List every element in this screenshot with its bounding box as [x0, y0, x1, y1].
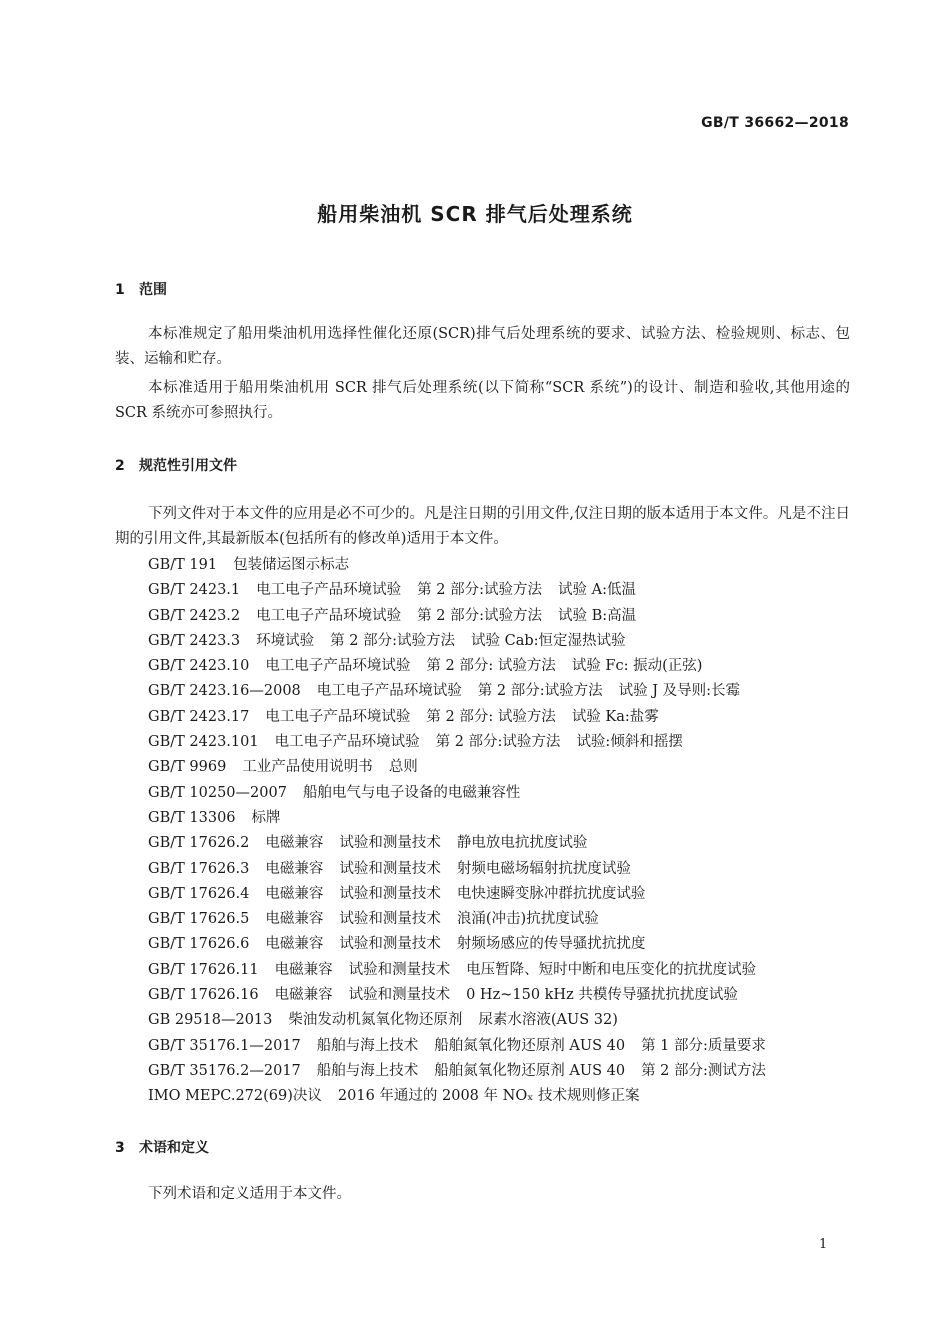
- reference-title-part: 电快速瞬变脉冲群抗扰度试验: [456, 885, 646, 902]
- reference-title-part: 0 Hz~150 kHz 共模传导骚扰抗扰度试验: [466, 987, 738, 1004]
- reference-code: GB/T 2423.3: [148, 632, 241, 649]
- reference-code: GB/T 2423.17: [148, 708, 250, 725]
- reference-code: IMO MEPC.272(69)决议: [148, 1088, 322, 1105]
- reference-title-part: 试验 A:低温: [557, 582, 636, 599]
- reference-code: GB/T 191: [148, 557, 218, 573]
- reference-title-part: 第 2 部分:试验方法: [435, 734, 561, 751]
- reference-title-part: 试验 Cab:恒定湿热试验: [470, 632, 626, 649]
- reference-title-part: 试验 B:高温: [557, 607, 637, 624]
- reference-title-part: 电磁兼容: [265, 860, 324, 877]
- reference-title-part: 电磁兼容: [265, 911, 324, 928]
- reference-title-part: 电磁兼容: [265, 936, 324, 953]
- document-title: 船用柴油机 SCR 排气后处理系统: [317, 202, 633, 226]
- reference-title-part: 电工电子产品环境试验: [256, 582, 402, 599]
- reference-title-part: 静电放电抗扰度试验: [456, 835, 588, 852]
- scope-paragraph-1: 本标准规定了船用柴油机用选择性催化还原(SCR)排气后处理系统的要求、试验方法、检验规则、标志、包装、运输和贮存。: [115, 326, 850, 367]
- reference-item: [148, 1059, 782, 1084]
- reference-item: [148, 1084, 782, 1109]
- section-number: 1: [115, 282, 125, 298]
- terms-intro-paragraph: 下列术语和定义适用于本文件。: [148, 1186, 351, 1202]
- reference-title-part: 电磁兼容: [265, 835, 324, 852]
- reference-title-part: 试验 J 及导则:长霉: [618, 683, 741, 700]
- page-number: 1: [819, 1237, 828, 1252]
- reference-title-part: 试验和测量技术: [339, 936, 441, 953]
- section-heading-normative-references: [115, 455, 237, 475]
- reference-title-part: 总则: [388, 759, 418, 776]
- reference-code: GB/T 35176.2—2017: [148, 1062, 301, 1079]
- section-title: 术语和定义: [139, 1140, 209, 1156]
- reference-code: GB/T 9969: [148, 759, 227, 776]
- reference-code: GB/T 10250—2007: [148, 784, 287, 801]
- reference-title-part: 电压暂降、短时中断和电压变化的抗扰度试验: [466, 961, 757, 978]
- reference-code: GB/T 2423.2: [148, 607, 241, 624]
- reference-item: [148, 781, 782, 806]
- reference-title-part: 电工电子产品环境试验: [256, 607, 402, 624]
- reference-item: [148, 806, 782, 831]
- reference-title-part: 2016 年通过的 2008 年 NOₓ 技术规则修正案: [337, 1088, 640, 1105]
- reference-code: GB/T 17626.5: [148, 911, 250, 928]
- reference-code: GB/T 35176.1—2017: [148, 1037, 301, 1054]
- reference-item: [148, 983, 782, 1008]
- section-heading-scope: [115, 279, 167, 299]
- reference-title-part: 射频场感应的传导骚扰抗扰度: [456, 936, 646, 953]
- reference-title-part: 第 2 部分:测试方法: [641, 1062, 766, 1079]
- reference-title-part: 船舶电气与电子设备的电磁兼容性: [302, 784, 521, 801]
- reference-code: GB/T 17626.11: [148, 961, 259, 978]
- scope-paragraph-2: 本标准适用于船用柴油机用 SCR 排气后处理系统(以下简称“SCR 系统”)的设计、制造和验收,其他用途的 SCR 系统亦可参照执行。: [115, 380, 850, 421]
- reference-item: [148, 932, 782, 957]
- reference-title-part: 柴油发动机氮氧化物还原剂: [288, 1012, 463, 1029]
- reference-code: GB 29518—2013: [148, 1012, 273, 1029]
- reference-title-part: 电磁兼容: [274, 987, 333, 1004]
- reference-title-part: 第 2 部分:试验方法: [330, 632, 455, 649]
- reference-title-part: 第 2 部分: 试验方法: [426, 658, 556, 675]
- reference-item: [148, 755, 782, 780]
- reference-code: GB/T 2423.16—2008: [148, 683, 301, 700]
- reference-code: GB/T 2423.1: [148, 582, 241, 599]
- reference-title-part: 第 2 部分:试验方法: [417, 607, 542, 624]
- reference-title-part: 试验和测量技术: [339, 911, 441, 928]
- reference-code: GB/T 2423.101: [148, 734, 259, 751]
- reference-title-part: 电工电子产品环境试验: [265, 658, 411, 675]
- reference-title-part: 环境试验: [256, 632, 315, 649]
- reference-item: [148, 705, 782, 730]
- section-number: 2: [115, 458, 125, 474]
- reference-title-part: 船舶氮氧化物还原剂 AUS 40: [434, 1037, 626, 1054]
- reference-item: [148, 654, 782, 679]
- reference-code: GB/T 17626.6: [148, 936, 250, 953]
- reference-title-part: 第 2 部分:试验方法: [477, 683, 603, 700]
- reference-code: GB/T 17626.4: [148, 885, 250, 902]
- reference-item: [148, 857, 782, 882]
- reference-item: [148, 604, 782, 629]
- reference-title-part: 试验和测量技术: [348, 987, 451, 1004]
- reference-title-part: 电磁兼容: [274, 961, 333, 978]
- reference-title-part: 船舶与海上技术: [316, 1037, 419, 1054]
- reference-title-part: 浪涌(冲击)抗扰度试验: [456, 911, 599, 928]
- reference-item: [148, 578, 782, 603]
- reference-item: [148, 1008, 782, 1033]
- reference-title-part: 试验和测量技术: [339, 835, 441, 852]
- reference-item: [148, 882, 782, 907]
- reference-title-part: 标牌: [251, 809, 281, 826]
- reference-title-part: 射频电磁场辐射抗扰度试验: [456, 860, 631, 877]
- reference-item: [148, 1034, 782, 1059]
- reference-title-part: 船舶氮氧化物还原剂 AUS 40: [434, 1062, 626, 1079]
- reference-item: [148, 730, 782, 755]
- reference-title-part: 电工电子产品环境试验: [274, 734, 420, 751]
- reference-title-part: 试验和测量技术: [339, 860, 441, 877]
- reference-title-part: 第 2 部分:试验方法: [417, 582, 542, 599]
- reference-title-part: 电工电子产品环境试验: [316, 683, 462, 700]
- standard-number: GB/T 36662—2018: [701, 115, 849, 131]
- reference-item: [148, 553, 782, 578]
- section-number: 3: [115, 1140, 125, 1156]
- section-title: 规范性引用文件: [139, 458, 237, 474]
- reference-title-part: 尿素水溶液(AUS 32): [478, 1012, 618, 1029]
- reference-title-part: 试验和测量技术: [339, 885, 441, 902]
- section-title: 范围: [139, 282, 167, 298]
- reference-title-part: 第 1 部分:质量要求: [641, 1037, 766, 1054]
- section-heading-terms-definitions: [115, 1137, 209, 1157]
- reference-item: [148, 629, 782, 654]
- reference-title-part: 试验 Ka:盐雾: [571, 708, 659, 725]
- reference-code: GB/T 13306: [148, 809, 236, 826]
- reference-title-part: 包装储运图示标志: [233, 557, 350, 573]
- reference-title-part: 工业产品使用说明书: [242, 759, 373, 776]
- reference-item: [148, 907, 782, 932]
- reference-code: GB/T 17626.16: [148, 987, 259, 1004]
- reference-title-part: 电磁兼容: [265, 885, 324, 902]
- reference-code: GB/T 2423.10: [148, 658, 250, 675]
- reference-title-part: 试验 Fc: 振动(正弦): [571, 658, 703, 675]
- reference-title-part: 第 2 部分: 试验方法: [426, 708, 556, 725]
- reference-title-part: 电工电子产品环境试验: [265, 708, 411, 725]
- reference-list: [148, 553, 782, 1110]
- references-intro-paragraph: 下列文件对于本文件的应用是必不可少的。凡是注日期的引用文件,仅注日期的版本适用于本文件。凡是不注日期的引用文件,其最新版本(包括所有的修改单)适用于本文件。: [115, 506, 850, 547]
- reference-title-part: 船舶与海上技术: [316, 1062, 419, 1079]
- reference-item: [148, 679, 782, 704]
- reference-item: [148, 958, 782, 983]
- reference-code: GB/T 17626.2: [148, 835, 250, 852]
- reference-item: [148, 831, 782, 856]
- reference-code: GB/T 17626.3: [148, 860, 250, 877]
- reference-title-part: 试验:倾斜和摇摆: [576, 734, 683, 751]
- reference-title-part: 试验和测量技术: [348, 961, 451, 978]
